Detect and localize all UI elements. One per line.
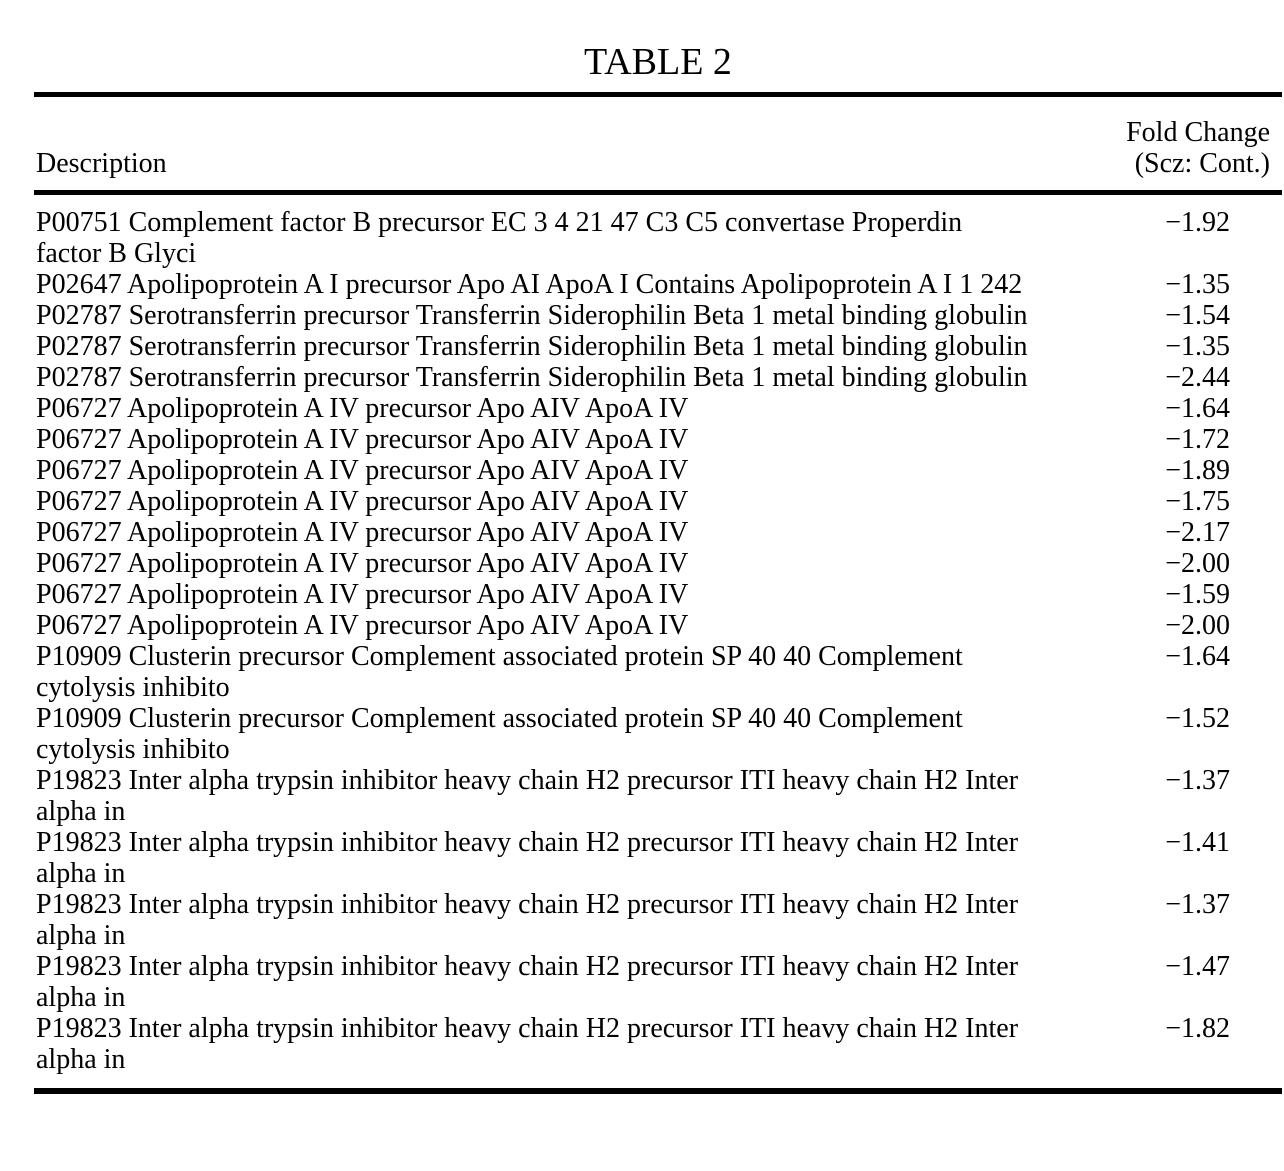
row-description: P02647 Apolipoprotein A I precursor Apo AI ApoA I Contains Apolipoprotein A I 1 242	[36, 269, 1023, 300]
row-fold-change: −1.75	[1165, 486, 1230, 517]
table-row	[36, 486, 1282, 517]
table-row	[36, 331, 1282, 362]
row-fold-change: −2.00	[1165, 610, 1230, 641]
table-row	[36, 889, 1282, 951]
row-description: P06727 Apolipoprotein A IV precursor Apo AIV ApoA IV	[36, 393, 689, 424]
table-row	[36, 362, 1282, 393]
row-description: P06727 Apolipoprotein A IV precursor Apo AIV ApoA IV	[36, 610, 689, 641]
row-description: P19823 Inter alpha trypsin inhibitor heavy chain H2 precursor ITI heavy chain H2 Inter alpha in	[36, 827, 1019, 889]
table-row	[36, 703, 1282, 765]
row-description: P02787 Serotransferrin precursor Transferrin Siderophilin Beta 1 metal binding globulin	[36, 300, 1028, 331]
row-fold-change: −1.37	[1165, 765, 1230, 796]
table-row	[36, 269, 1282, 300]
row-description: P10909 Clusterin precursor Complement associated protein SP 40 40 Complement cytolysis inhibito	[36, 703, 963, 765]
column-header-fold-change	[1126, 117, 1270, 179]
row-fold-change: −1.59	[1165, 579, 1230, 610]
row-description: P19823 Inter alpha trypsin inhibitor heavy chain H2 precursor ITI heavy chain H2 Inter alpha in	[36, 1013, 1019, 1075]
table-2	[34, 0, 1282, 1094]
table-row	[36, 517, 1282, 548]
row-description: P06727 Apolipoprotein A IV precursor Apo AIV ApoA IV	[36, 455, 689, 486]
row-fold-change: −1.92	[1165, 207, 1230, 238]
table-row	[36, 393, 1282, 424]
row-description: P06727 Apolipoprotein A IV precursor Apo AIV ApoA IV	[36, 424, 689, 455]
row-fold-change: −2.17	[1165, 517, 1230, 548]
row-fold-change: −1.64	[1165, 393, 1230, 424]
table-row	[36, 1013, 1282, 1075]
table-row	[36, 827, 1282, 889]
table-row	[36, 579, 1282, 610]
row-description: P06727 Apolipoprotein A IV precursor Apo AIV ApoA IV	[36, 579, 689, 610]
row-fold-change: −1.37	[1165, 889, 1230, 920]
row-fold-change: −1.52	[1165, 703, 1230, 734]
table-row	[36, 610, 1282, 641]
table-row	[36, 300, 1282, 331]
row-description: P00751 Complement factor B precursor EC 3 4 21 47 C3 C5 convertase Properdin factor B Glyci	[36, 207, 963, 269]
fold-change-header-line1: Fold Change	[1126, 117, 1270, 148]
table-row	[36, 207, 1282, 269]
row-fold-change: −2.00	[1165, 548, 1230, 579]
table-row	[36, 548, 1282, 579]
fold-change-header-line2: (Scz: Cont.)	[1134, 148, 1270, 179]
table-body	[34, 195, 1282, 1088]
column-header-description: Description	[36, 148, 167, 179]
table-row	[36, 641, 1282, 703]
row-description: P19823 Inter alpha trypsin inhibitor heavy chain H2 precursor ITI heavy chain H2 Inter alpha in	[36, 951, 1019, 1013]
row-fold-change: −1.72	[1165, 424, 1230, 455]
table-row	[36, 765, 1282, 827]
row-fold-change: −1.47	[1165, 951, 1230, 982]
row-fold-change: −1.41	[1165, 827, 1230, 858]
table-title: TABLE 2	[584, 41, 732, 83]
row-description: P19823 Inter alpha trypsin inhibitor heavy chain H2 precursor ITI heavy chain H2 Inter alpha in	[36, 889, 1019, 951]
table-row	[36, 951, 1282, 1013]
row-fold-change: −2.44	[1165, 362, 1230, 393]
row-description: P06727 Apolipoprotein A IV precursor Apo AIV ApoA IV	[36, 486, 689, 517]
row-fold-change: −1.89	[1165, 455, 1230, 486]
row-description: P02787 Serotransferrin precursor Transferrin Siderophilin Beta 1 metal binding globulin	[36, 331, 1028, 362]
bottom-rule	[34, 1088, 1282, 1094]
row-description: P06727 Apolipoprotein A IV precursor Apo AIV ApoA IV	[36, 517, 689, 548]
row-description: P06727 Apolipoprotein A IV precursor Apo AIV ApoA IV	[36, 548, 689, 579]
row-description: P10909 Clusterin precursor Complement associated protein SP 40 40 Complement cytolysis inhibito	[36, 641, 963, 703]
table-row	[36, 455, 1282, 486]
row-description: P02787 Serotransferrin precursor Transferrin Siderophilin Beta 1 metal binding globulin	[36, 362, 1028, 393]
row-description: P19823 Inter alpha trypsin inhibitor heavy chain H2 precursor ITI heavy chain H2 Inter alpha in	[36, 765, 1019, 827]
table-header	[34, 97, 1282, 190]
row-fold-change: −1.64	[1165, 641, 1230, 672]
row-fold-change: −1.35	[1165, 331, 1230, 362]
row-fold-change: −1.82	[1165, 1013, 1230, 1044]
row-fold-change: −1.35	[1165, 269, 1230, 300]
row-fold-change: −1.54	[1165, 300, 1230, 331]
table-row	[36, 424, 1282, 455]
